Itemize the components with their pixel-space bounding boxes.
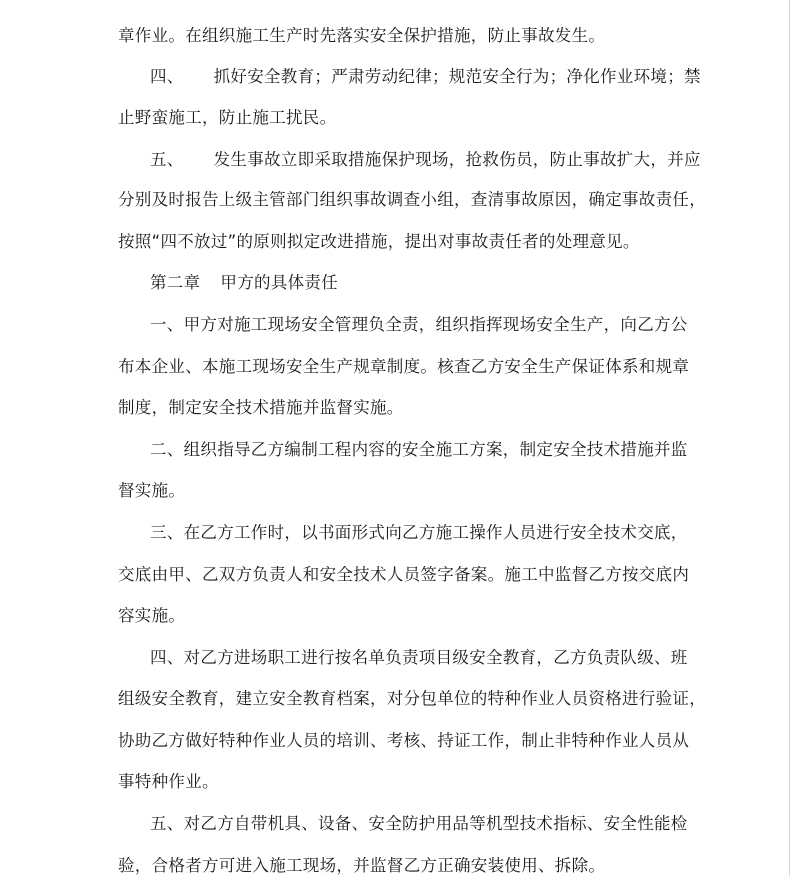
text-line: 按照“四不放过”的原则拟定改进措施，提出对事故责任者的处理意见。 xyxy=(118,232,640,251)
text-line: 章作业。在组织施工生产时先落实安全保护措施，防止事故发生。 xyxy=(118,26,606,45)
text-line: 四、对乙方进场职工进行按名单负责项目级安全教育，乙方负责队级、班 xyxy=(150,648,688,667)
text-line: 布本企业、本施工现场安全生产规章制度。核查乙方安全生产保证体系和规章 xyxy=(118,357,690,376)
text-line: 事特种作业。 xyxy=(118,772,219,791)
text-line: 二、组织指导乙方编制工程内容的安全施工方案，制定安全技术措施并监 xyxy=(150,440,688,459)
chapter-number: 第二章 xyxy=(150,273,201,292)
item-number: 四、 xyxy=(150,67,184,86)
text-line: 容实施。 xyxy=(118,606,186,625)
text-line: 一、甲方对施工现场安全管理负全责，组织指挥现场安全生产，向乙方公 xyxy=(150,315,688,334)
text-line: 五、对乙方自带机具、设备、安全防护用品等机型技术指标、安全性能检 xyxy=(150,814,688,833)
chapter-title: 甲方的具体责任 xyxy=(220,273,339,292)
text-line: 验，合格者方可进入施工现场，并监督乙方正确安装使用、拆除。 xyxy=(118,856,606,875)
text-line xyxy=(150,149,701,171)
text-line: 止野蛮施工，防止施工扰民。 xyxy=(118,108,337,127)
text-line: 分别及时报告上级主管部门组织事故调查小组，查清事故原因，确定事故责任， xyxy=(118,190,706,209)
text-line: 制度，制定安全技术措施并监督实施。 xyxy=(118,398,404,417)
text-line: 交底由甲、乙双方负责人和安全技术人员签字备案。施工中监督乙方按交底内 xyxy=(118,565,690,584)
text-line: 督实施。 xyxy=(118,481,186,500)
text-line: 协助乙方做好特种作业人员的培训、考核、持证工作，制止非特种作业人员从 xyxy=(118,731,690,750)
item-text: 抓好安全教育；严肃劳动纪律；规范安全行为；净化作业环境；禁 xyxy=(213,67,701,86)
text-line xyxy=(150,66,701,88)
item-text: 发生事故立即采取措施保护现场，抢救伤员，防止事故扩大，并应 xyxy=(213,150,701,169)
chapter-heading xyxy=(150,272,338,294)
item-number: 五、 xyxy=(150,150,184,169)
text-line: 组级安全教育，建立安全教育档案，对分包单位的特种作业人员资格进行验证， xyxy=(118,689,706,708)
text-line: 三、在乙方工作时，以书面形式向乙方施工操作人员进行安全技术交底， xyxy=(150,523,688,542)
